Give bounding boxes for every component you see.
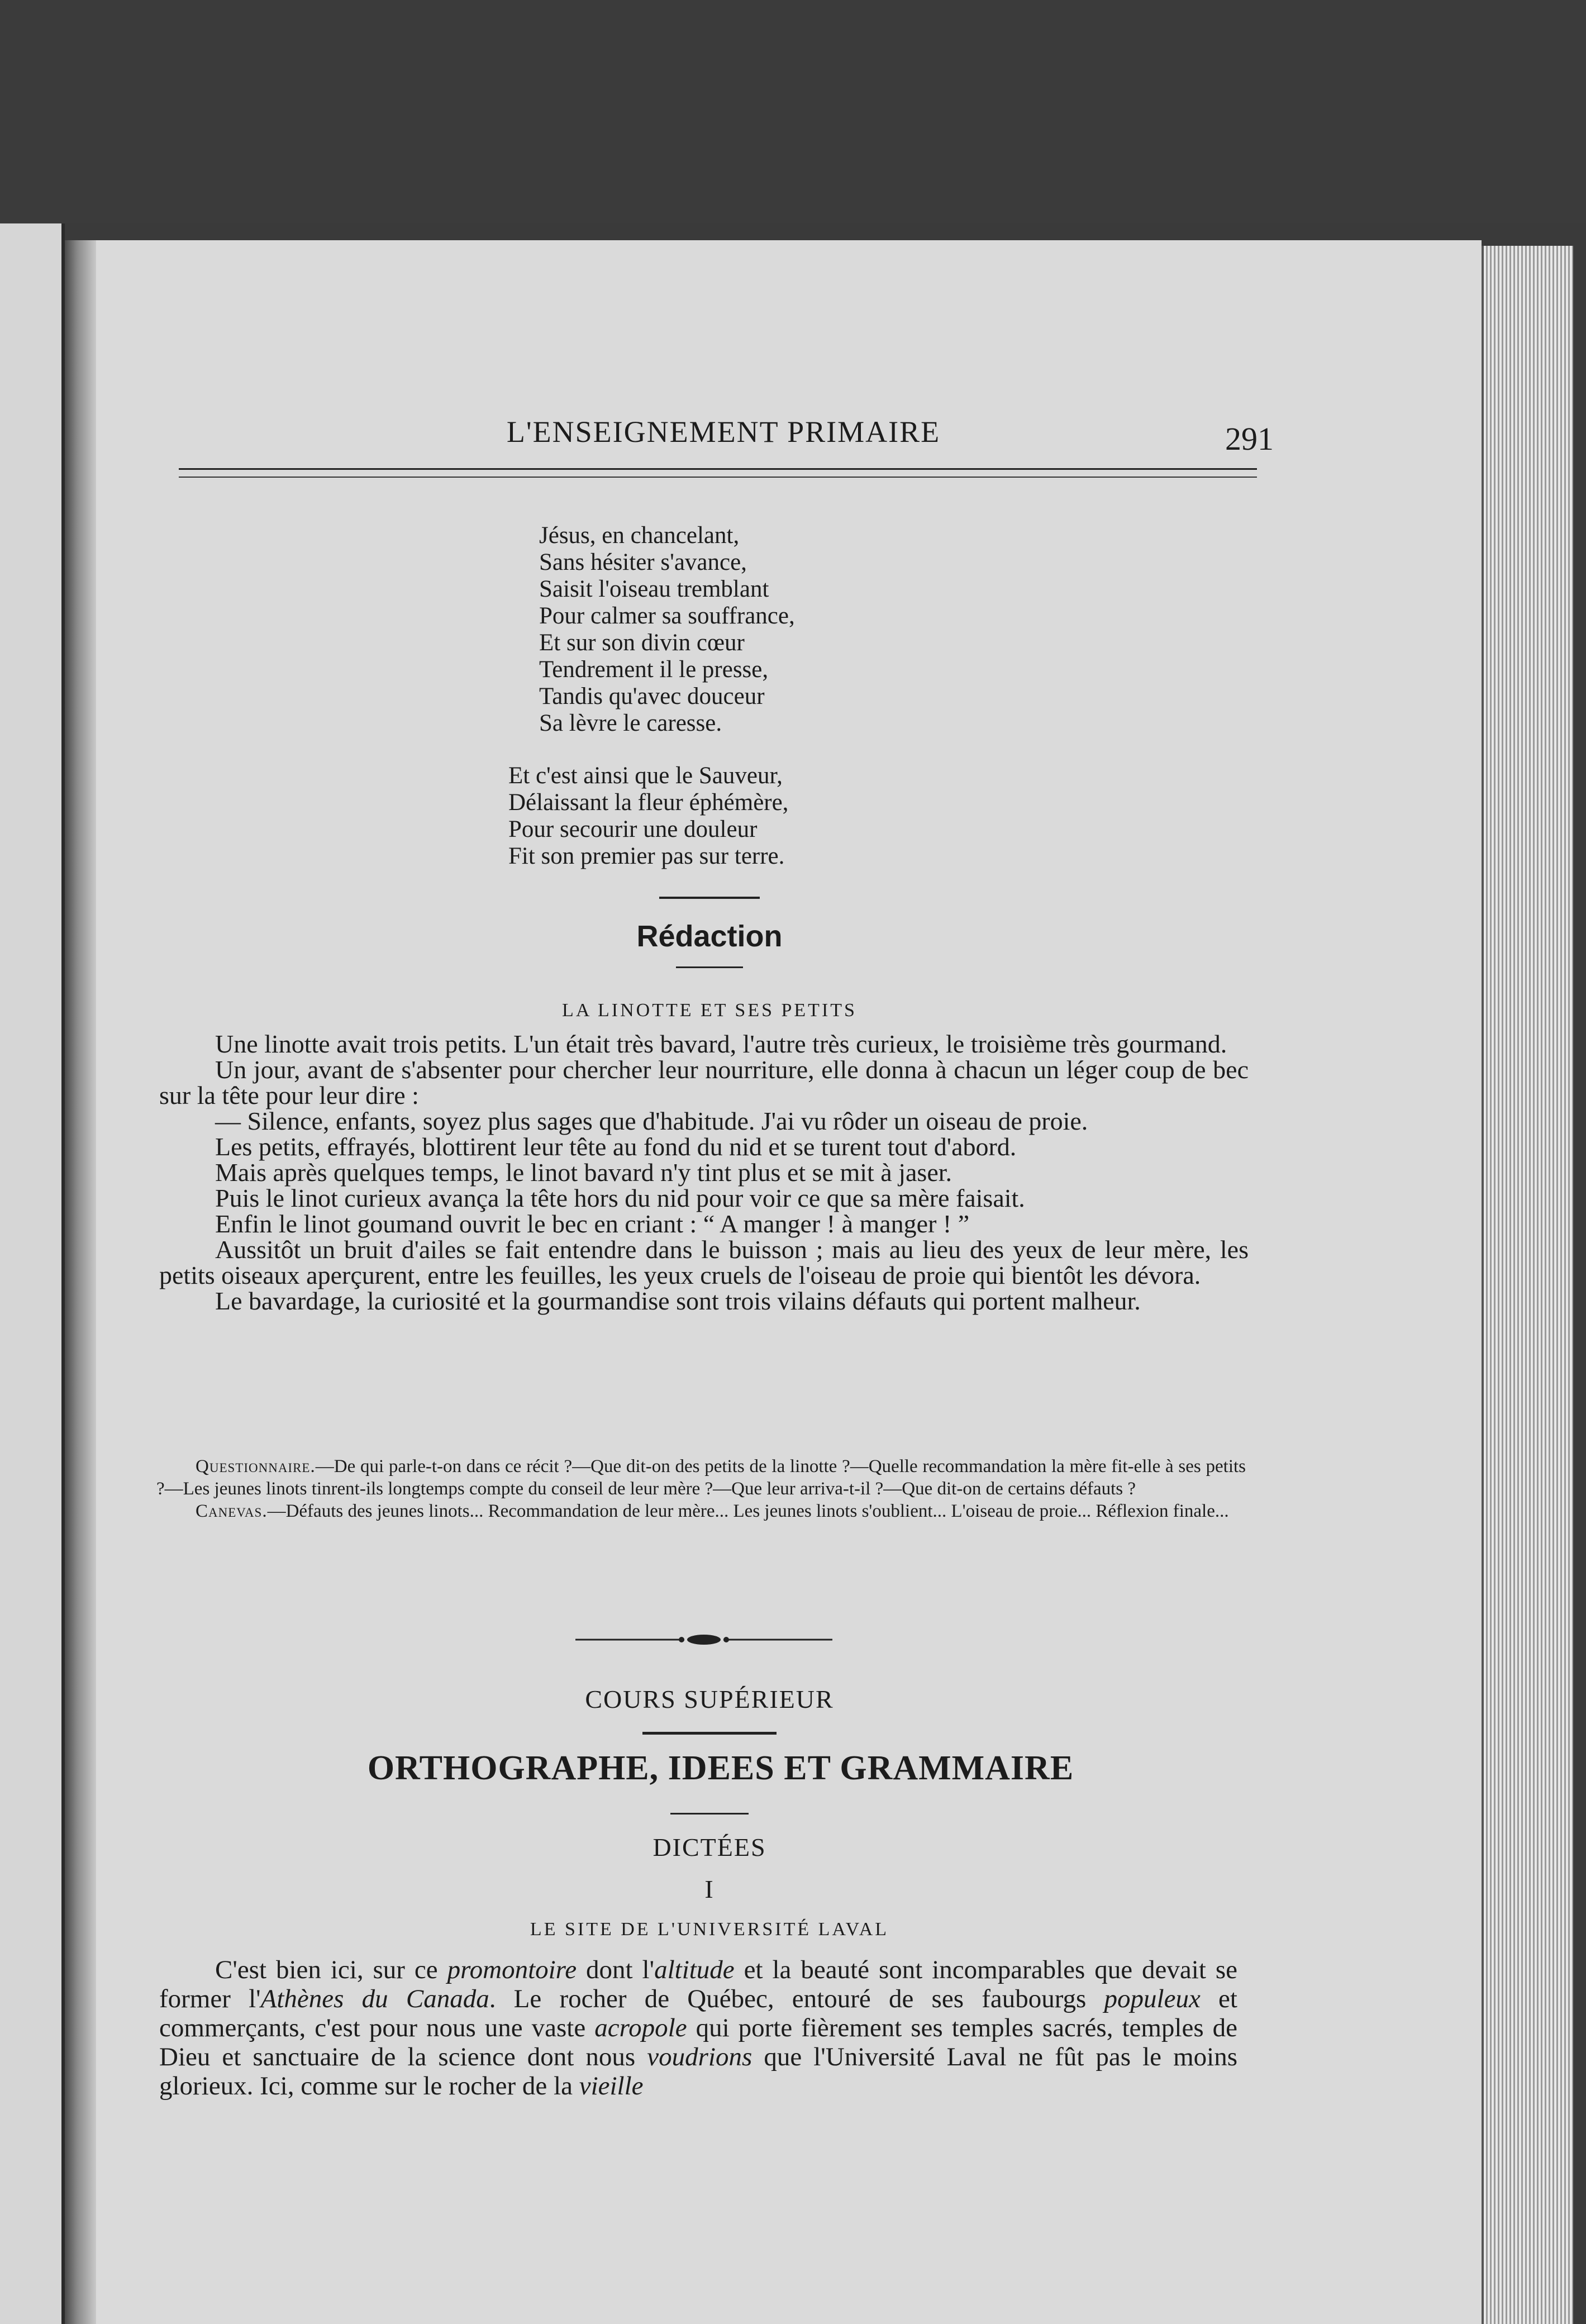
paragraph: Les petits, effrayés, blottirent leur tête au fond du nid et se turent tout d'abord. [215, 1132, 1017, 1161]
canevas [156, 1500, 1246, 1522]
cours-superieur-title: COURS SUPÉRIEUR [585, 1685, 834, 1713]
orthographe-heading: ORTHOGRAPHE, IDEES ET GRAMMAIRE [367, 1749, 1074, 1787]
text-run: et la beauté sont incomparables que devait se former l' [159, 1955, 1237, 2013]
poem-line: Sans hésiter s'avance, [539, 549, 747, 575]
dictees-heading: DICTÉES [653, 1833, 766, 1861]
paragraph: Une linotte avait trois petits. L'un était très bavard, l'autre très curieux, le troisième très gourmand. [215, 1030, 1227, 1058]
page-number: 291 [1225, 421, 1274, 457]
poem-line: Et sur son divin cœur [539, 630, 745, 656]
section-rule [676, 966, 743, 968]
paragraph: Aussitôt un bruit d'ailes se fait entendre dans le buisson ; mais au lieu des yeux de leur mère, les petits oiseaux aperçurent, entre les feuilles, les yeux cruels de l'oiseau de proie qui bientôt les dévora. [159, 1235, 1249, 1289]
section-rule [670, 1813, 749, 1815]
poem-line: Tendrement il le presse, [539, 656, 769, 683]
text-run: que l'Université Laval ne fût pas le moins glorieux. Ici, comme sur le rocher de la [159, 2042, 1237, 2101]
facing-page-edge [0, 223, 65, 2324]
poem-line: Délaissant la fleur éphémère, [508, 789, 789, 816]
section-rule [659, 897, 760, 899]
text-run: C'est bien ici, sur ce [215, 1955, 447, 1984]
italic-term: promontoire [447, 1955, 577, 1984]
paragraph: Puis le linot curieux avança la tête hors du nid pour voir ce que sa mère faisait. [215, 1184, 1025, 1212]
poem-line: Pour secourir une douleur [508, 816, 758, 842]
text-run: qui porte fièrement ses temples sacrés, temples de Dieu et sanctuaire de la science dont nous [159, 2013, 1237, 2071]
questionnaire-label: Questionnaire. [196, 1456, 316, 1477]
dictee-title: LE SITE DE L'UNIVERSITÉ LAVAL [530, 1919, 889, 1940]
dictee-text [159, 1955, 1237, 2101]
italic-term: vieille [579, 2071, 644, 2101]
running-title: L'ENSEIGNEMENT PRIMAIRE [506, 415, 941, 449]
dictee-number: I [704, 1875, 715, 1903]
poem-line: Et c'est ainsi que le Sauveur, [508, 763, 783, 789]
section-rule [642, 1732, 777, 1735]
italic-term: voudrions [647, 2042, 752, 2071]
italic-term: Athènes du Canada [260, 1984, 489, 2013]
canevas-label: Canevas. [196, 1501, 268, 1521]
questionnaire [156, 1455, 1246, 1500]
poem-line: Sa lèvre le caresse. [539, 710, 722, 736]
paragraph [159, 1955, 1237, 2101]
exercise-notes [156, 1455, 1246, 1522]
redaction-heading: Rédaction [636, 920, 783, 953]
paragraph: Mais après quelques temps, le linot bavard n'y tint plus et se mit à jaser. [215, 1158, 952, 1187]
paragraph: Le bavardage, la curiosité et la gourmandise sont trois vilains défauts qui portent malheur. [215, 1287, 1141, 1315]
poem-line: Saisit l'oiseau tremblant [539, 576, 769, 602]
canevas-text: —Défauts des jeunes linots... Recommandation de leur mère... Les jeunes linots s'oublient... L'oiseau de proie... Réflexion finale... [267, 1501, 1229, 1521]
text-run: . Le rocher de Québec, entouré de ses faubourgs [489, 1984, 1104, 2013]
paragraph: Un jour, avant de s'absenter pour chercher leur nourriture, elle donna à chacun un léger coup de bec sur la tête pour leur dire : [159, 1055, 1249, 1109]
poem-stanza-1 [539, 522, 795, 737]
paragraph: — Silence, enfants, soyez plus sages que d'habitude. J'ai vu rôder un oiseau de proie. [215, 1107, 1088, 1135]
ornament-divider [575, 1631, 832, 1648]
header-rule [179, 468, 1257, 478]
poem-stanza-2 [508, 763, 788, 870]
paragraph: Enfin le linot goumand ouvrit le bec en criant : “ A manger ! à manger ! ” [215, 1209, 970, 1238]
page-block-edges [1482, 246, 1573, 2324]
book-gutter [65, 240, 96, 2324]
redaction-subtitle: LA LINOTTE ET SES PETITS [562, 1000, 857, 1021]
italic-term: populeux [1104, 1984, 1201, 2013]
text-run: et commerçants, c'est pour nous une vaste [159, 1984, 1237, 2042]
text-run: dont l' [577, 1955, 655, 1984]
poem-line: Fit son premier pas sur terre. [508, 843, 785, 869]
italic-term: acropole [594, 2013, 687, 2042]
questionnaire-text: —De qui parle-t-on dans ce récit ?—Que dit-on des petits de la linotte ?—Quelle recommandation la mère fit-elle à ses petits ?—Les jeunes linots tinrent-ils longtemps compte du conseil de leur mère ?—Que leur arriva-t-il ?—Que dit-on de certains défauts ? [156, 1456, 1246, 1499]
italic-term: altitude [654, 1955, 735, 1984]
scan-background [0, 0, 1586, 223]
poem-line: Jésus, en chancelant, [539, 522, 740, 549]
redaction-text [159, 1031, 1249, 1314]
poem-line: Pour calmer sa souffrance, [539, 603, 795, 629]
poem-line: Tandis qu'avec douceur [539, 683, 765, 709]
